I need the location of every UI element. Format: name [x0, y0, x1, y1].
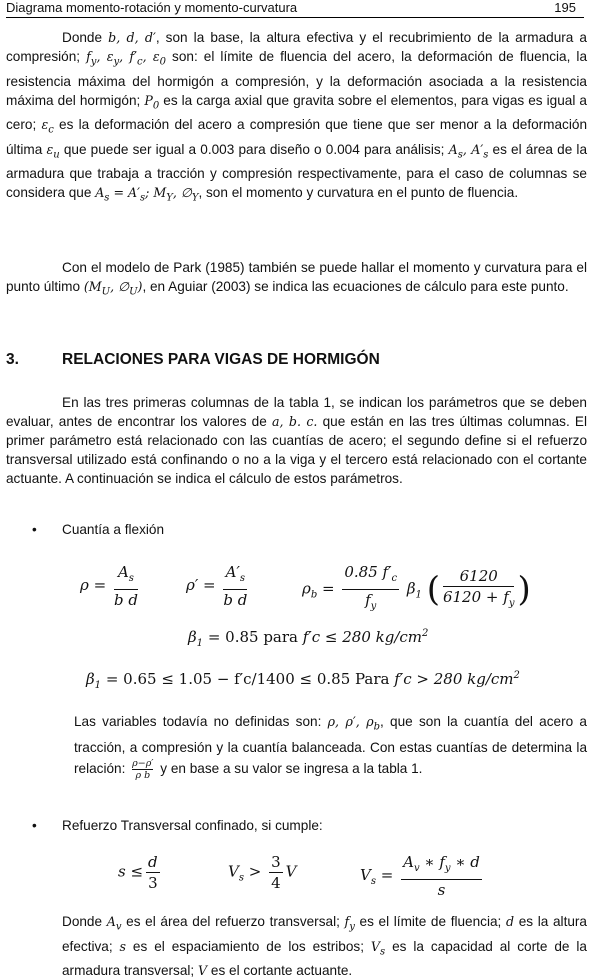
paragraph-parameters: En las tres primeras columnas de la tabla 1, se indican los parámetros que se deben evaluar, antes de encontrar los valores de a, b. c. que están en las tres últimas columnas. El primer parámetro está relacionado con las cuantías de acero; el segundo define si el refuerzo transversal utilizado está confinando o no a la viga y el tercero está relacionado con el cortante actuante. A continuación se indica el cálculo de estos parámetros.	[6, 395, 587, 486]
header-title: Diagrama momento-rotación y momento-curvatura	[6, 0, 298, 15]
equation-rho-prime: ρ′ = $\frac{A'_s}{\text{b d}}$	[186, 563, 248, 609]
bullet-cuantia: • Cuantía a flexión	[32, 522, 165, 537]
bullet-marker: •	[32, 818, 37, 833]
equation-vs-capacity: $V_s$ = $\frac{A_v ∗ f_y ∗ d}{s}$	[360, 853, 480, 899]
equation-rho-b: $\rho_b$ = $\frac{0.85 f'_c}{f_y}$ $\beta_1$ ( $\frac{6120}{6120 + f_y}$ )	[302, 563, 531, 612]
paragraph-shear-definitions: Donde $A_v$ es el área del refuerzo transversal; $f_y$ es el límite de fluencia; d es la altura efectiva; s es el espaciamiento de los estribos; $V_s$ es la capacidad al corte de la armadura transversal; V es el cortante actuante.	[62, 914, 587, 979]
page-number: 195	[554, 0, 576, 15]
paragraph-variables: Las variables todavía no definidas son: ρ, ρ′, $\rho_b$, que son la cuantía del acero a tracción, a compresión y la cuantía balanceada. Con estas cuantías de determina la relación: $\frac{\rho-\rho'}{\text{ρ b}}$ y en base a su valor se ingresa a la tabla 1.	[74, 714, 587, 781]
equation-spacing: s ≤ $\frac{d}{3}$	[118, 853, 158, 892]
equation-vs-greater: $V_s$ > $\frac{3}{4}$ V	[228, 853, 297, 892]
bullet-marker: •	[32, 522, 37, 537]
section-number: 3.	[6, 351, 19, 368]
paragraph-definitions: Donde b, d, d′, son la base, la altura efectiva y el recubrimiento de la armadura a compresión; $f_y$, $\varepsilon_y$, $f'_c$, $\varepsilon_0$ son: el límite de fluencia del acero, la deformación de fluencia, la resistencia máxima del hormigón a compresión, y la deformación asociada a la resistencia máxima del hormigón; $P_0$ es la carga axial que gravita sobre el elementos, para vigas es igual a cero; $\varepsilon_c$ es la deformación del acero a compresión que tiene que ser menor a la deformación última $\varepsilon_u$ que puede ser igual a 0.003 para diseño o 0.004 para análisis; $A_s$, $A'_s$ es el área de la armadura que trabaja a tracción y compresión respectivamente, para el caso de columnas se considera que $A_s = A'_s$; $M_Y$, $\emptyset_Y$, son el momento y curvatura en el punto de fluencia.	[6, 30, 588, 204]
section-heading	[6, 351, 380, 369]
paragraph-park-model: Con el modelo de Park (1985) también se puede hallar el momento y curvatura para el punto último ($M_U$, $\emptyset_U$), en Aguiar (2003) se indica las ecuaciones de cálculo para este punto.	[6, 260, 587, 298]
running-header	[6, 0, 584, 18]
equation-beta1-high: $\beta_1 = 0.65 \le 1.05 - f'c/1400 \le 0.85$ Para f′c > 280 $kg/cm^2$	[86, 670, 520, 691]
section-title: RELACIONES PARA VIGAS DE HORMIGÓN	[62, 351, 380, 368]
equation-rho: ρ = $\frac{A_s}{\text{b d}}$	[80, 563, 138, 609]
equation-beta1-low: $\beta_1 = 0.85$ para f′c ≤ 280 $kg/cm^2$	[188, 628, 429, 649]
bullet-refuerzo: • Refuerzo Transversal confinado, si cumple:	[32, 818, 323, 833]
